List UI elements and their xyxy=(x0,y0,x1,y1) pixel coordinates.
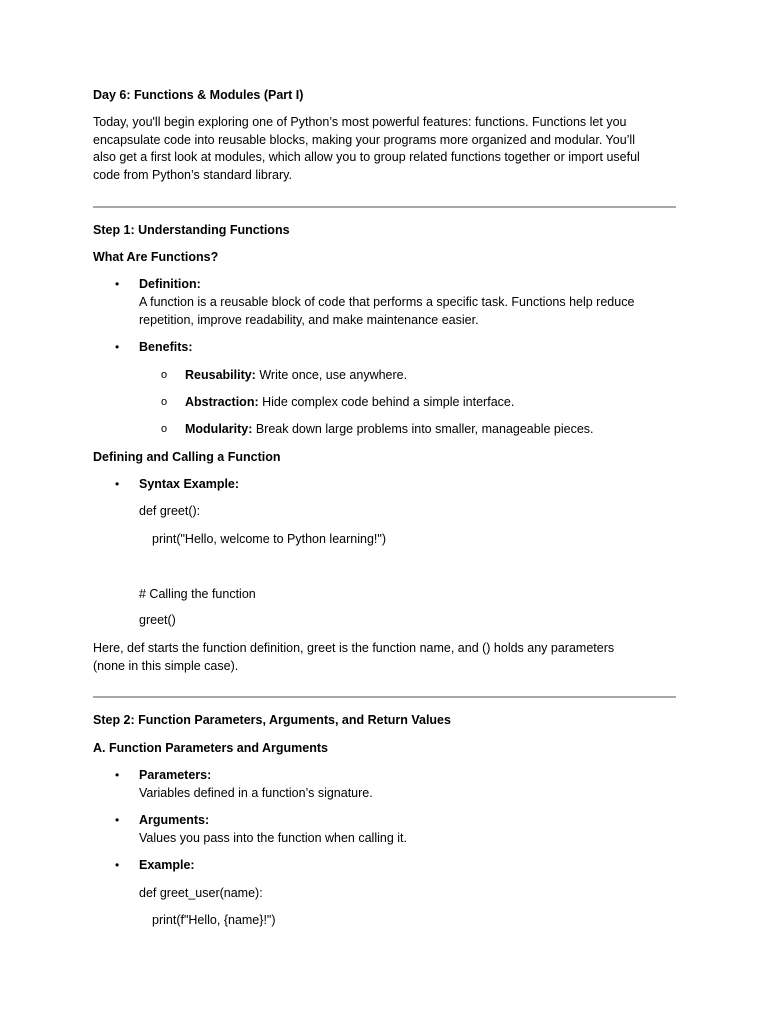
arguments-text: Values you pass into the function when calling it. xyxy=(139,831,407,845)
code-line: greet() xyxy=(139,613,176,627)
circle-bullet-icon: o xyxy=(161,423,168,435)
code-line: def greet_user(name): xyxy=(139,886,263,900)
arguments-label: Arguments: xyxy=(139,813,210,827)
code-line: def greet(): xyxy=(139,504,201,518)
intro-line-1: Today, you'll begin exploring one of Python’s most powerful features: functions. Functions let you xyxy=(93,115,627,129)
circle-bullet-icon: o xyxy=(161,369,168,381)
code-line: print("Hello, welcome to Python learning!") xyxy=(152,532,386,546)
step2-heading: Step 2: Function Parameters, Arguments, and Return Values xyxy=(93,713,451,727)
what-are-functions-heading: What Are Functions? xyxy=(93,250,219,264)
explanation-line-1: Here, def starts the function definition, greet is the function name, and () holds any parameters xyxy=(93,641,615,655)
definition-line-1: A function is a reusable block of code that performs a specific task. Functions help reduce xyxy=(139,295,635,309)
divider xyxy=(93,696,676,698)
parameters-arguments-heading: A. Function Parameters and Arguments xyxy=(93,741,328,755)
bullet-icon: • xyxy=(115,477,120,491)
bullet-icon: • xyxy=(115,768,120,782)
intro-line-4: code from Python’s standard library. xyxy=(93,168,292,182)
explanation-line-2: (none in this simple case). xyxy=(93,659,239,673)
bullet-icon: • xyxy=(115,813,120,827)
circle-bullet-icon: o xyxy=(161,396,168,408)
benefit-abstraction: Abstraction: Hide complex code behind a simple interface. xyxy=(185,395,515,409)
intro-line-2: encapsulate code into reusable blocks, making your programs more organized and modular. You’ll xyxy=(93,133,635,147)
bullet-icon: • xyxy=(115,277,120,291)
code-comment: # Calling the function xyxy=(139,587,256,601)
step1-heading: Step 1: Understanding Functions xyxy=(93,223,290,237)
page-title: Day 6: Functions & Modules (Part I) xyxy=(93,88,304,102)
benefits-label: Benefits: xyxy=(139,340,193,354)
defining-heading: Defining and Calling a Function xyxy=(93,450,281,464)
benefit-reusability: Reusability: Write once, use anywhere. xyxy=(185,368,408,382)
parameters-label: Parameters: xyxy=(139,768,212,782)
benefit-modularity: Modularity: Break down large problems into smaller, manageable pieces. xyxy=(185,422,594,436)
definition-line-2: repetition, improve readability, and make maintenance easier. xyxy=(139,313,479,327)
intro-line-3: also get a first look at modules, which allow you to group related functions together or import useful xyxy=(93,150,640,164)
parameters-text: Variables defined in a function’s signature. xyxy=(139,786,373,800)
bullet-icon: • xyxy=(115,858,120,872)
bullet-icon: • xyxy=(115,340,120,354)
definition-label: Definition: xyxy=(139,277,201,291)
example-label: Example: xyxy=(139,858,195,872)
syntax-example-label: Syntax Example: xyxy=(139,477,240,491)
divider xyxy=(93,206,676,208)
code-line: print(f"Hello, {name}!") xyxy=(152,913,276,927)
